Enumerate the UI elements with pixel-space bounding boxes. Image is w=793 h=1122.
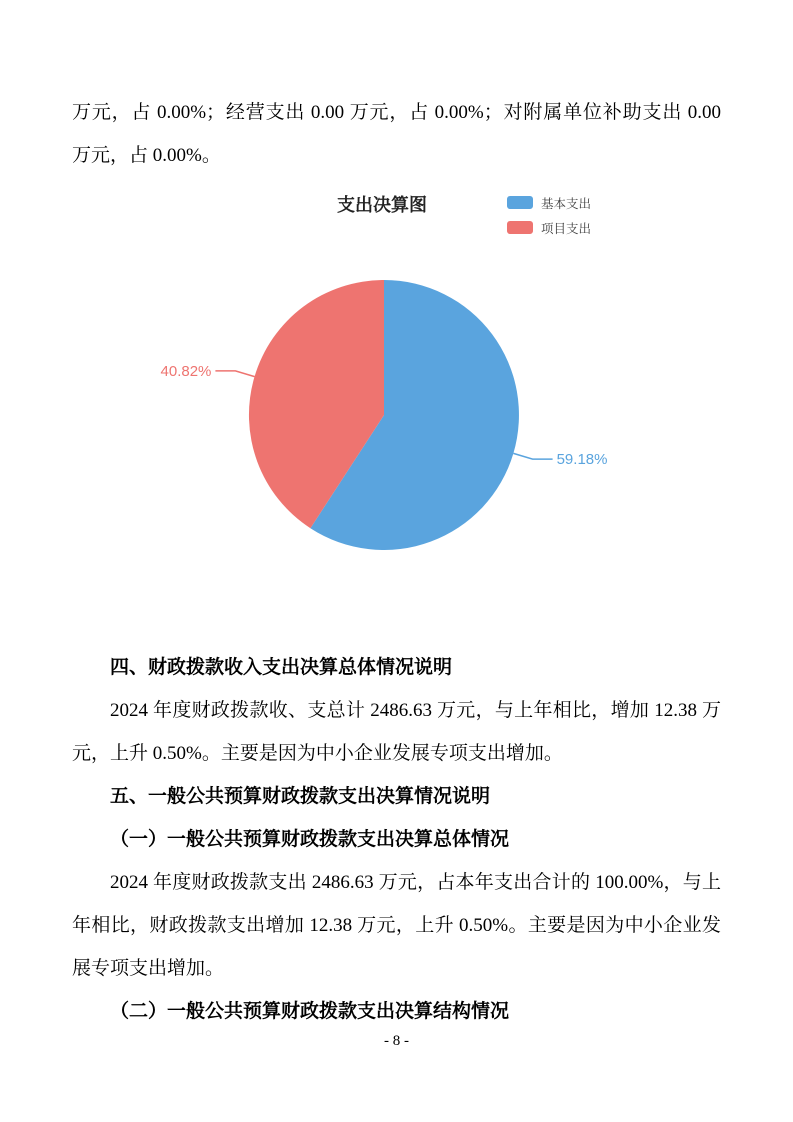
chart-title: 支出决算图 [337,195,427,215]
section-5-2-heading: （二）一般公共预算财政拨款支出决算结构情况 [110,1001,510,1022]
pie-data-label-0: 59.18% [556,451,607,469]
pie-chart-svg [157,270,637,560]
intro-paragraph: 万元，占 0.00%；经营支出 0.00 万元，占 0.00%；对附属单位补助支出 0.00 万元，占 0.00%。 [72,102,721,166]
legend-item-basic [507,190,591,215]
pie-label-leader-0 [513,453,552,459]
page-number: - 8 - [384,1033,409,1049]
chart-legend [507,190,591,240]
section-5-1-paragraph: 2024 年度财政拨款支出 2486.63 万元，占本年支出合计的 100.00%，与上年相比，财政拨款支出增加 12.38 万元，上升 0.50%。主要是因为中小企业发展专项支出增加。 [72,872,721,979]
section-5-1-heading: （一）一般公共预算财政拨款支出决算总体情况 [110,829,510,850]
pie-data-label-1: 40.82% [160,362,211,380]
legend-swatch-basic-icon [507,196,533,209]
section-5-heading: 五、一般公共预算财政拨款支出决算情况说明 [110,786,491,807]
pie-label-leader-1 [215,371,254,377]
legend-swatch-project-icon [507,221,533,234]
legend-label-basic: 基本支出 [541,196,592,211]
legend-item-project [507,215,591,240]
expenditure-pie-chart [0,185,793,615]
section-4-heading: 四、财政拨款收入支出决算总体情况说明 [110,657,453,678]
section-4-paragraph: 2024 年度财政拨款收、支总计 2486.63 万元，与上年相比，增加 12.38 万元，上升 0.50%。主要是因为中小企业发展专项支出增加。 [72,700,721,764]
legend-label-project: 项目支出 [541,221,592,236]
